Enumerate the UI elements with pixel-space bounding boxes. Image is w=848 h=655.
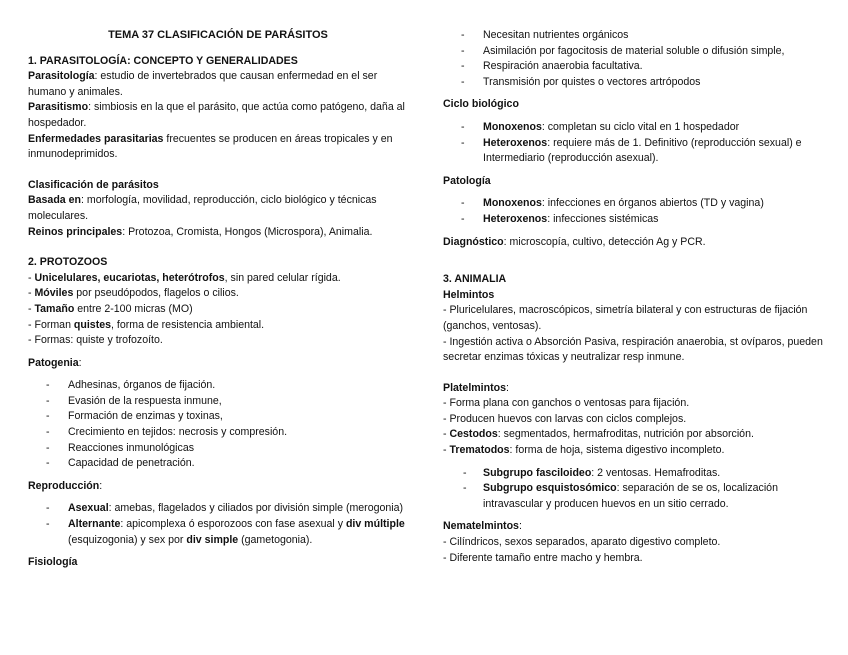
section-2-heading: 2. PROTOZOOS bbox=[28, 256, 108, 269]
parasitismo-definition bbox=[28, 100, 408, 131]
term: Unicelulares, eucariotas, heterótrofos bbox=[34, 271, 225, 284]
protozoos-line bbox=[28, 271, 408, 287]
list-item: - Crecimiento en tejidos: necrosis y compresión. bbox=[28, 425, 408, 441]
list-item: - Evasión de la respuesta inmune, bbox=[28, 394, 408, 410]
definition: : separación de se os, localización intravascular y producen huevos en un sitio cerrado. bbox=[483, 482, 778, 510]
term: Trematodos bbox=[449, 444, 510, 457]
fisiologia-heading: Fisiología bbox=[28, 556, 78, 569]
diagnostico-line bbox=[443, 235, 828, 251]
term: Alternante bbox=[68, 518, 121, 531]
definition: : Protozoa, Cromista, Hongos (Microspora), Animalia. bbox=[122, 225, 373, 238]
definition: : estudio de invertebrados que causan enfermedad en el ser humano y animales. bbox=[28, 70, 378, 98]
patologia-list bbox=[443, 196, 828, 227]
trematodos-subgroups bbox=[443, 466, 828, 513]
term: Subgrupo esquistosómico bbox=[483, 482, 617, 495]
definition: : infecciones sistémicas bbox=[547, 212, 659, 225]
list-item bbox=[443, 481, 828, 512]
heading-text: Platelmintos bbox=[443, 381, 506, 394]
definition: : apicomplexa ó esporozoos con fase asexual y bbox=[120, 518, 346, 531]
term: Monoxenos bbox=[483, 197, 542, 210]
term: Parasitismo bbox=[28, 101, 89, 114]
basada-en bbox=[28, 193, 408, 224]
term: Cestodos bbox=[449, 428, 498, 441]
definition: : amebas, flagelados y ciliados por división simple (merogonia) bbox=[108, 502, 404, 515]
patogenia-heading bbox=[28, 356, 408, 372]
left-column bbox=[28, 28, 408, 571]
document-title: TEMA 37 CLASIFICACIÓN DE PARÁSITOS bbox=[108, 29, 328, 41]
term: Enfermedades parasitarias bbox=[28, 132, 164, 145]
term: div múltiple bbox=[345, 518, 405, 531]
platelmintos-line: - Forma plana con ganchos o ventosas para fijación. bbox=[443, 397, 690, 410]
definition: : simbiosis en la que el parásito, que actúa como patógeno, daña al hospedador. bbox=[28, 101, 405, 129]
dash: - bbox=[28, 287, 35, 300]
list-item bbox=[28, 517, 408, 548]
list-item: - Capacidad de penetración. bbox=[28, 456, 408, 472]
heading-text: Nematelmintos bbox=[443, 520, 519, 533]
protozoos-line: - Formas: quiste y trofozoíto. bbox=[28, 334, 163, 347]
list-item bbox=[443, 466, 828, 482]
definition: : requiere más de 1. Definitivo (reproducción sexual) e Intermediario (reproducción asexual). bbox=[483, 136, 802, 165]
definition: : forma de hoja, sistema digestivo incompleto. bbox=[509, 444, 725, 457]
nematelmintos-line: - Diferente tamaño entre macho y hembra. bbox=[443, 551, 643, 564]
term: Heteroxenos bbox=[483, 136, 548, 149]
term: Asexual bbox=[68, 502, 109, 515]
clasificacion-heading: Clasificación de parásitos bbox=[28, 178, 159, 191]
list-item: - Reacciones inmunológicas bbox=[28, 441, 408, 457]
fisiologia-list bbox=[443, 28, 828, 90]
term: quistes bbox=[73, 318, 112, 331]
list-item bbox=[28, 501, 408, 517]
dash: - bbox=[443, 428, 450, 441]
term: Subgrupo fasciloideo bbox=[483, 466, 592, 479]
nematelmintos-line: - Cilíndricos, sexos separados, aparato digestivo completo. bbox=[443, 536, 721, 549]
protozoos-line bbox=[28, 318, 408, 334]
definition: : 2 ventosas. Hemafroditas. bbox=[591, 466, 721, 479]
heading-text: Reproducción bbox=[28, 479, 100, 492]
term: Heteroxenos bbox=[483, 212, 548, 225]
term: Diagnóstico bbox=[443, 235, 504, 248]
colon: : bbox=[78, 356, 82, 369]
parasitologia-definition bbox=[28, 69, 408, 100]
list-item: - Formación de enzimas y toxinas, bbox=[28, 409, 408, 425]
helmintos-line: - Pluricelulares, macroscópicos, simetría bilateral y con estructuras de fijación (ganchos, ventosas). bbox=[443, 304, 808, 332]
patologia-heading: Patología bbox=[443, 174, 491, 187]
list-item: - Asimilación por fagocitosis de material soluble o difusión simple, bbox=[443, 44, 828, 60]
right-column bbox=[443, 28, 828, 566]
dash: - bbox=[28, 302, 35, 315]
term: Tamaño bbox=[34, 302, 75, 315]
dash: - bbox=[28, 271, 35, 284]
heading-text: Patogenia bbox=[28, 356, 79, 369]
reproduccion-list bbox=[28, 501, 408, 548]
definition: : completan su ciclo vital en 1 hospedador bbox=[541, 120, 740, 133]
text: , sin pared celular rígida. bbox=[224, 271, 341, 284]
colon: : bbox=[506, 381, 509, 394]
list-item bbox=[443, 196, 828, 212]
helmintos-heading: Helmintos bbox=[443, 288, 495, 301]
reproduccion-heading bbox=[28, 479, 408, 495]
term: Monoxenos bbox=[483, 120, 542, 133]
term: div simple bbox=[186, 533, 239, 546]
definition: : infecciones en órganos abiertos (TD y vagina) bbox=[541, 197, 764, 210]
platelmintos-line bbox=[443, 427, 828, 443]
list-item bbox=[443, 212, 828, 228]
text: entre 2-100 micras (MO) bbox=[74, 302, 193, 315]
definition: frecuentes se producen en áreas tropicales y en inmunodeprimidos. bbox=[28, 132, 393, 161]
term: Móviles bbox=[34, 287, 74, 300]
term: Basada en bbox=[28, 194, 81, 207]
text: por pseudópodos, flagelos o cilios. bbox=[73, 287, 239, 300]
nematelmintos-heading bbox=[443, 519, 828, 535]
list-item: - Transmisión por quistes o vectores artrópodos bbox=[443, 75, 828, 91]
patogenia-list bbox=[28, 378, 408, 472]
colon: : bbox=[518, 520, 522, 533]
term: Parasitología bbox=[28, 70, 95, 83]
protozoos-line bbox=[28, 302, 408, 318]
definition: : microscopía, cultivo, detección Ag y PCR. bbox=[503, 235, 706, 248]
reinos-principales bbox=[28, 225, 408, 241]
platelmintos-line bbox=[443, 443, 828, 459]
section-3-heading: 3. ANIMALIA bbox=[443, 273, 507, 286]
platelmintos-heading bbox=[443, 381, 828, 397]
list-item: - Respiración anaerobia facultativa. bbox=[443, 59, 828, 75]
enfermedades-definition bbox=[28, 132, 408, 163]
section-1-heading: 1. PARASITOLOGÍA: CONCEPTO Y GENERALIDADES bbox=[28, 54, 298, 67]
text: - Forman bbox=[28, 318, 74, 331]
protozoos-line bbox=[28, 286, 408, 302]
list-item: - Necesitan nutrientes orgánicos bbox=[443, 28, 828, 44]
dash: - bbox=[443, 444, 450, 457]
colon: : bbox=[99, 479, 103, 492]
term: Reinos principales bbox=[28, 225, 123, 238]
list-item bbox=[443, 136, 828, 167]
list-item: - Adhesinas, órganos de fijación. bbox=[28, 378, 408, 394]
ciclo-heading: Ciclo biológico bbox=[443, 98, 519, 111]
definition: : morfología, movilidad, reproducción, ciclo biológico y técnicas moleculares. bbox=[28, 194, 377, 222]
definition: : segmentados, hermafroditas, nutrición por absorción. bbox=[497, 428, 754, 441]
ciclo-list bbox=[443, 120, 828, 167]
definition: (gametogonia). bbox=[238, 533, 313, 546]
definition: (esquizogonia) y sex por bbox=[68, 533, 187, 546]
list-item bbox=[443, 120, 828, 136]
platelmintos-line: - Producen huevos con larvas con ciclos complejos. bbox=[443, 412, 687, 425]
helmintos-line: - Ingestión activa o Absorción Pasiva, respiración anaerobia, st ovíparos, pueden secretar enzimas tóxicas y neutralizar resp inmune. bbox=[443, 335, 823, 364]
text: , forma de resistencia ambiental. bbox=[111, 318, 265, 331]
